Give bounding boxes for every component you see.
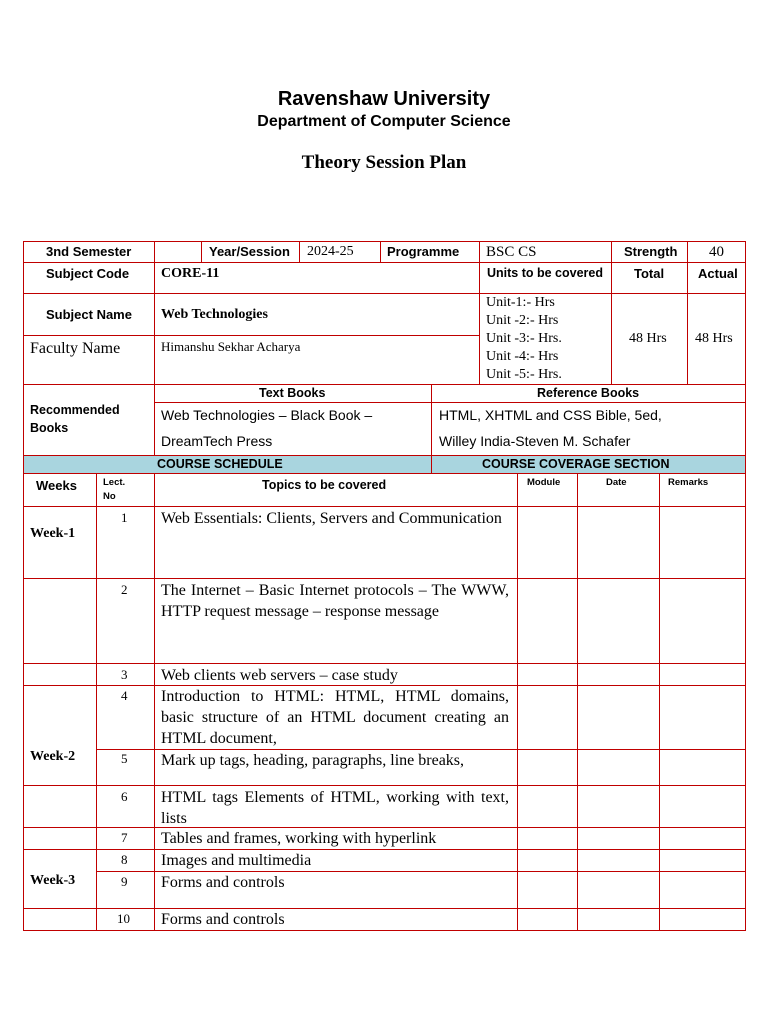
topic-text: HTML tags Elements of HTML, working with text, lists	[161, 789, 509, 827]
subject-name-label: Subject Name	[46, 307, 132, 322]
text-book-cell	[154, 402, 432, 456]
lect-no: 10	[117, 911, 130, 926]
total-label: Total	[634, 266, 665, 281]
weeks-header-cell	[23, 473, 97, 507]
faculty-value-cell	[154, 335, 480, 385]
week-2-cell	[23, 685, 97, 786]
total-label-cell	[611, 262, 688, 294]
actual-label: Actual	[698, 266, 738, 281]
unit-3: Unit -3:- Hrs.	[486, 331, 562, 346]
date-cell	[577, 749, 660, 786]
date-cell	[577, 578, 660, 664]
course-coverage-label: COURSE COVERAGE SECTION	[482, 457, 670, 471]
subject-code-label-cell	[23, 262, 155, 294]
strength-label: Strength	[624, 244, 678, 259]
topic-text: Forms and controls	[161, 874, 285, 891]
remarks-cell	[659, 506, 746, 579]
topic-cell	[154, 908, 518, 931]
week-cell	[23, 908, 97, 931]
week-2-label: Week-2	[30, 749, 76, 764]
text-books-label: Text Books	[259, 386, 326, 400]
topic-cell	[154, 578, 518, 664]
date-cell	[577, 785, 660, 828]
module-cell	[517, 578, 578, 664]
blank-cell	[154, 241, 202, 263]
week-cell	[23, 785, 97, 828]
plan-title: Theory Session Plan	[301, 152, 467, 173]
week-3-cell	[23, 849, 97, 909]
topic-text: Tables and frames, working with hyperlink	[161, 830, 437, 847]
lect-no: 6	[121, 789, 128, 804]
programme-label-cell	[380, 241, 480, 263]
topic-cell	[154, 506, 518, 579]
lect-no-cell	[96, 871, 155, 909]
actual-label-cell	[687, 262, 746, 294]
remarks-cell	[659, 827, 746, 850]
year-label: Year/Session	[209, 244, 290, 259]
text-book-line-2: DreamTech Press	[161, 433, 273, 449]
week-cell	[23, 663, 97, 686]
weeks-header: Weeks	[36, 478, 77, 493]
topic-text: Web Essentials: Clients, Servers and Communication	[161, 510, 502, 527]
subject-name-value-cell	[154, 293, 480, 336]
strength-value-cell	[687, 241, 746, 263]
lect-no-cell	[96, 908, 155, 931]
date-header: Date	[606, 477, 627, 488]
topic-cell	[154, 749, 518, 786]
lect-header-1: Lect.	[103, 477, 126, 488]
module-header-cell	[517, 473, 578, 507]
reference-line-1: HTML, XHTML and CSS Bible, 5ed,	[439, 407, 662, 423]
strength-value: 40	[709, 244, 724, 260]
week-cell	[23, 827, 97, 850]
university-name: Ravenshaw University	[277, 88, 491, 110]
lect-no: 4	[121, 688, 128, 703]
course-schedule-label: COURSE SCHEDULE	[157, 457, 283, 471]
programme-label: Programme	[387, 244, 460, 259]
date-cell	[577, 663, 660, 686]
text-books-header-cell	[154, 384, 432, 403]
topic-cell	[154, 685, 518, 750]
lect-header-cell	[96, 473, 155, 507]
units-label-cell	[479, 262, 612, 294]
lect-no-cell	[96, 849, 155, 872]
remarks-cell	[659, 785, 746, 828]
remarks-header-cell	[659, 473, 746, 507]
topic-cell	[154, 871, 518, 909]
faculty-label: Faculty Name	[30, 340, 121, 357]
date-cell	[577, 871, 660, 909]
module-cell	[517, 749, 578, 786]
lect-no-cell	[96, 685, 155, 750]
module-cell	[517, 908, 578, 931]
lect-no-cell	[96, 663, 155, 686]
remarks-cell	[659, 871, 746, 909]
subject-code-value-cell	[154, 262, 480, 294]
actual-value: 48 Hrs	[695, 331, 733, 346]
module-cell	[517, 785, 578, 828]
module-cell	[517, 663, 578, 686]
strength-label-cell	[611, 241, 688, 263]
subject-name-value: Web Technologies	[161, 307, 268, 322]
lect-no-cell	[96, 827, 155, 850]
topic-text: Images and multimedia	[161, 852, 312, 869]
week-cell	[23, 578, 97, 664]
books-label: Books	[30, 421, 69, 435]
week-3-label: Week-3	[30, 873, 76, 888]
subject-code-label: Subject Code	[46, 266, 130, 281]
remarks-cell	[659, 849, 746, 872]
unit-2: Unit -2:- Hrs	[486, 313, 559, 328]
date-cell	[577, 506, 660, 579]
reference-line-2: Willey India-Steven M. Schafer	[439, 433, 631, 449]
module-cell	[517, 827, 578, 850]
remarks-cell	[659, 578, 746, 664]
reference-books-header-cell	[431, 384, 746, 403]
remarks-cell	[659, 685, 746, 750]
remarks-cell	[659, 749, 746, 786]
course-coverage-header	[431, 455, 746, 474]
topic-text: Web clients web servers – case study	[161, 667, 398, 684]
date-cell	[577, 849, 660, 872]
year-value: 2024-25	[307, 244, 354, 259]
reference-book-cell	[431, 402, 746, 456]
module-cell	[517, 849, 578, 872]
lect-no: 1	[121, 510, 128, 525]
semester-cell	[23, 241, 155, 263]
year-label-cell	[201, 241, 300, 263]
remarks-cell	[659, 908, 746, 931]
recommended-books-cell	[23, 384, 155, 456]
module-cell	[517, 871, 578, 909]
programme-value-cell	[479, 241, 612, 263]
lect-no: 3	[121, 667, 128, 682]
units-list-cell	[479, 293, 612, 385]
lect-header-2: No	[103, 491, 116, 502]
week-1-cell	[23, 506, 97, 579]
lect-no: 2	[121, 582, 128, 597]
topic-cell	[154, 785, 518, 828]
unit-4: Unit -4:- Hrs	[486, 349, 559, 364]
week-1-label: Week-1	[30, 526, 76, 541]
unit-5: Unit -5:- Hrs.	[486, 367, 562, 382]
recommended-label: Recommended	[30, 403, 120, 417]
lect-no: 8	[121, 852, 128, 867]
topic-text: Forms and controls	[161, 911, 285, 928]
date-cell	[577, 908, 660, 931]
year-value-cell	[299, 241, 381, 263]
remarks-header: Remarks	[668, 477, 709, 488]
topics-header: Topics to be covered	[262, 478, 387, 492]
faculty-label-cell	[23, 335, 155, 385]
lect-no: 5	[121, 751, 128, 766]
lect-no-cell	[96, 578, 155, 664]
topic-text: Mark up tags, heading, paragraphs, line breaks,	[161, 752, 465, 769]
unit-1: Unit-1:- Hrs	[486, 295, 555, 310]
actual-value-cell	[687, 293, 746, 385]
topic-text: The Internet – Basic Internet protocols – The WWW, HTTP request message – response message	[161, 582, 509, 620]
date-cell	[577, 685, 660, 750]
lect-no: 7	[121, 830, 128, 845]
faculty-value: Himanshu Sekhar Acharya	[161, 339, 301, 354]
lect-no-cell	[96, 506, 155, 579]
date-header-cell	[577, 473, 660, 507]
date-cell	[577, 827, 660, 850]
subject-name-label-cell	[23, 293, 155, 336]
lect-no-cell	[96, 785, 155, 828]
module-header: Module	[527, 477, 561, 488]
reference-books-label: Reference Books	[537, 386, 640, 400]
remarks-cell	[659, 663, 746, 686]
topic-cell	[154, 827, 518, 850]
module-cell	[517, 685, 578, 750]
total-value: 48 Hrs	[629, 331, 667, 346]
topic-cell	[154, 663, 518, 686]
text-book-line-1: Web Technologies – Black Book –	[161, 407, 373, 423]
units-label: Units to be covered	[487, 266, 603, 280]
lect-no: 9	[121, 874, 128, 889]
subject-code-value: CORE-11	[161, 266, 220, 281]
department-name: Department of Computer Science	[257, 113, 511, 130]
topic-cell	[154, 849, 518, 872]
lect-no-cell	[96, 749, 155, 786]
topics-header-cell	[154, 473, 518, 507]
module-cell	[517, 506, 578, 579]
course-schedule-header	[23, 455, 432, 474]
semester-label: 3nd Semester	[46, 244, 132, 259]
programme-value: BSC CS	[486, 244, 537, 260]
topic-text: Introduction to HTML: HTML, HTML domains, basic structure of an HTML document creating an HTML document,	[161, 688, 509, 747]
total-value-cell	[611, 293, 688, 385]
